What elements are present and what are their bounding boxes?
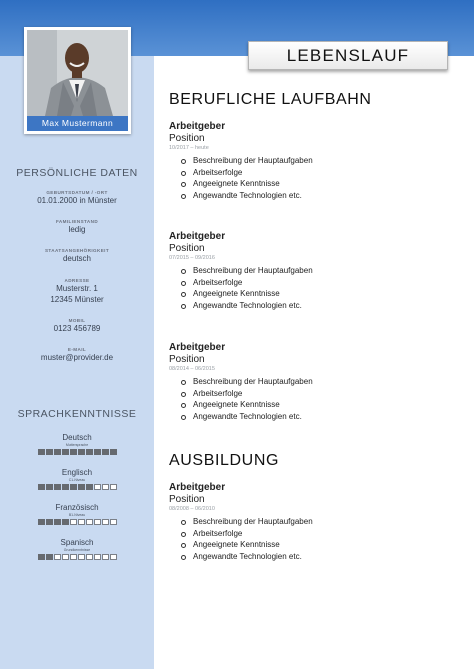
language-item (0, 503, 154, 525)
language-level-segment (86, 519, 93, 525)
language-level-segment (86, 484, 93, 490)
personal-item-marital (0, 219, 154, 235)
language-level-segment (46, 449, 53, 455)
list-item: Angeeignete Kenntnisse (181, 288, 459, 300)
personal-item-birth (0, 190, 154, 206)
position: Position (169, 243, 205, 254)
employer: Arbeitgeber (169, 482, 226, 493)
language-level-segment (70, 449, 77, 455)
personal-label: FAMILIENSTAND (55, 219, 99, 224)
language-level-segment (62, 449, 69, 455)
language-level-segment (86, 449, 93, 455)
date-range: 08/2014 – 06/2015 (169, 366, 215, 372)
language-item (0, 468, 154, 490)
list-item: Arbeitserfolge (181, 167, 459, 179)
language-level-segment (102, 449, 109, 455)
language-level-segment (110, 519, 117, 525)
language-level-segment (94, 449, 101, 455)
language-item (0, 538, 154, 560)
language-level-segment (46, 554, 53, 560)
list-item: Arbeitserfolge (181, 277, 459, 289)
personal-item-mobile (0, 318, 154, 334)
personal-label: GEBURTSDATUM / -ORT (46, 190, 108, 195)
language-level: B1-Niveau (68, 513, 86, 517)
language-level-segment (70, 519, 77, 525)
profile-photo (27, 30, 128, 116)
bullet-list (181, 376, 459, 422)
language-name: Englisch (61, 468, 93, 477)
career-entry (169, 342, 459, 422)
language-name: Französisch (55, 503, 99, 512)
date-range: 10/2017 – heute (169, 145, 209, 151)
bullet-list (181, 265, 459, 311)
list-item: Beschreibung der Hauptaufgaben (181, 155, 459, 167)
profile-photo-frame (24, 27, 131, 134)
language-level: Muttersprache (65, 443, 89, 447)
personal-value: ledig (68, 225, 86, 234)
list-item: Beschreibung der Hauptaufgaben (181, 376, 459, 388)
language-level: C1-Niveau (68, 478, 86, 482)
language-level-bar (0, 519, 154, 525)
position: Position (169, 133, 205, 144)
list-item: Angewandte Technologien etc. (181, 190, 459, 202)
position: Position (169, 494, 205, 505)
languages-heading: SPRACHKENNTNISSE (17, 408, 137, 420)
date-range: 08/2008 – 06/2010 (169, 506, 215, 512)
language-level-segment (70, 554, 77, 560)
list-item: Angewandte Technologien etc. (181, 551, 459, 563)
personal-value: Musterstr. 1 (56, 284, 98, 293)
list-item: Arbeitserfolge (181, 528, 459, 540)
language-level-segment (94, 484, 101, 490)
page-title: LEBENSLAUF (248, 41, 448, 70)
personal-item-email (0, 347, 154, 363)
list-item: Beschreibung der Hauptaufgaben (181, 516, 459, 528)
language-level-segment (70, 484, 77, 490)
profile-name: Max Mustermann (27, 116, 128, 131)
personal-label: STAATSANGEHÖRIGKEIT (44, 248, 110, 253)
language-level-segment (102, 484, 109, 490)
language-level-segment (110, 554, 117, 560)
language-level-segment (54, 519, 61, 525)
language-level-bar (0, 449, 154, 455)
employer: Arbeitgeber (169, 342, 226, 353)
language-level-segment (110, 484, 117, 490)
personal-value-line2: 12345 Münster (50, 295, 104, 304)
language-level-segment (38, 519, 45, 525)
language-level-segment (102, 519, 109, 525)
language-level-segment (110, 449, 117, 455)
personal-value: muster@provider.de (40, 353, 114, 362)
language-level-segment (78, 484, 85, 490)
language-level-segment (62, 519, 69, 525)
personal-value: 0123 456789 (53, 324, 101, 333)
list-item: Arbeitserfolge (181, 388, 459, 400)
personal-label: ADRESSE (64, 278, 90, 283)
list-item: Angewandte Technologien etc. (181, 300, 459, 312)
language-name: Spanisch (60, 538, 94, 547)
education-heading: AUSBILDUNG (169, 452, 280, 469)
language-item (0, 433, 154, 455)
language-level-bar (0, 554, 154, 560)
list-item: Angeeignete Kenntnisse (181, 539, 459, 551)
language-level-segment (46, 484, 53, 490)
list-item: Angewandte Technologien etc. (181, 411, 459, 423)
personal-data-heading: PERSÖNLICHE DATEN (16, 167, 138, 179)
list-item: Angeeignete Kenntnisse (181, 399, 459, 411)
bullet-list (181, 155, 459, 201)
language-level-segment (102, 554, 109, 560)
language-name: Deutsch (62, 433, 92, 442)
personal-label: E-MAIL (67, 347, 87, 352)
personal-item-nationality (0, 248, 154, 264)
language-level-segment (78, 554, 85, 560)
personal-item-address (0, 278, 154, 305)
career-heading: BERUFLICHE LAUFBAHN (169, 91, 372, 108)
language-level-segment (94, 554, 101, 560)
language-level-segment (38, 449, 45, 455)
language-level-segment (62, 554, 69, 560)
education-entry (169, 482, 459, 562)
career-entry (169, 231, 459, 311)
position: Position (169, 354, 205, 365)
language-level: Grundkenntnisse (63, 548, 91, 552)
language-level-segment (62, 484, 69, 490)
list-item: Beschreibung der Hauptaufgaben (181, 265, 459, 277)
language-level-bar (0, 484, 154, 490)
language-level-segment (54, 484, 61, 490)
personal-label: MOBIL (68, 318, 86, 323)
language-level-segment (38, 484, 45, 490)
employer: Arbeitgeber (169, 121, 226, 132)
language-level-segment (86, 554, 93, 560)
date-range: 07/2015 – 09/2016 (169, 255, 215, 261)
list-item: Angeeignete Kenntnisse (181, 178, 459, 190)
personal-value: deutsch (62, 254, 92, 263)
personal-value: 01.01.2000 in Münster (37, 196, 117, 205)
bullet-list (181, 516, 459, 562)
career-entry (169, 121, 459, 201)
language-level-segment (78, 519, 85, 525)
language-level-segment (38, 554, 45, 560)
language-level-segment (54, 449, 61, 455)
language-level-segment (54, 554, 61, 560)
language-level-segment (78, 449, 85, 455)
language-level-segment (94, 519, 101, 525)
language-level-segment (46, 519, 53, 525)
employer: Arbeitgeber (169, 231, 226, 242)
